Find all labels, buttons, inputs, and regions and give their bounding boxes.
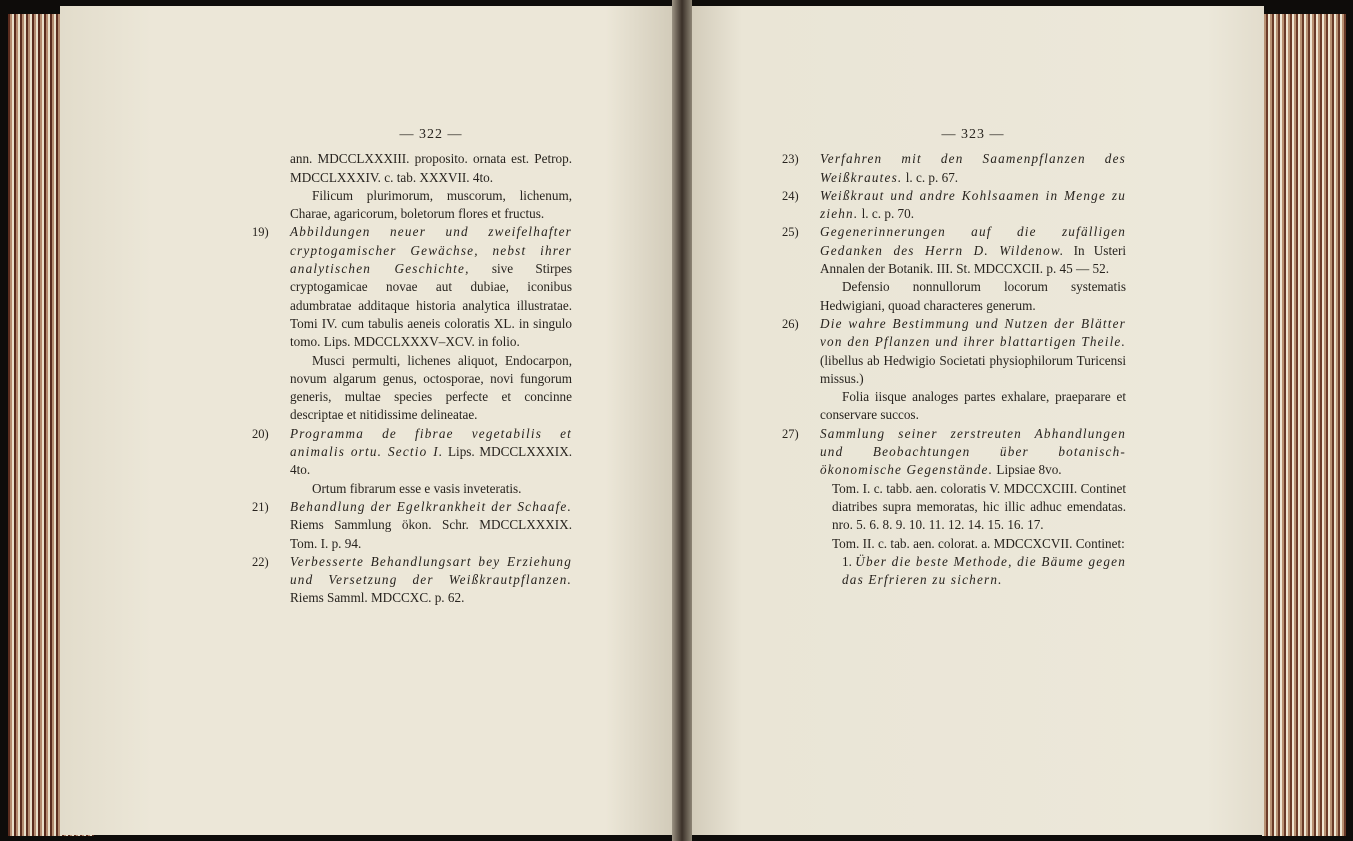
entry-24 [782,187,1126,224]
entry-note: Defensio nonnullorum locorum systematis Hedwigiani, quoad characteres generum. [820,279,1126,313]
right-page-edges [1262,14,1346,836]
entry-number: 22) [252,554,269,569]
entry-title: Verbesserte Behandlungsart bey Erziehung und Versetzung der Weißkrautpflanzen. [290,553,572,588]
entry-number: 24) [782,188,799,203]
entry-title: Weißkraut und andre Kohlsaamen in Menge zu ziehn. [820,187,1126,222]
entry-title: Sammlung seiner zerstreuten Abhandlungen und Beobachtungen über botanisch-ökonomische Gegenstände. [820,425,1126,478]
entry-detail: l. c. p. 70. [861,206,915,222]
entry-26 [782,315,1126,425]
entry-detail: In Usteri Annalen der Botanik. III. St. MDCCXCII. p. 45 — 52. [820,242,1127,277]
entry-title: Programma de fibrae vegetabilis et animalis ortu. Sectio I. [290,425,572,460]
page-number-left: — 322 — [399,127,463,142]
entry-note: Filicum plurimorum, muscorum, lichenum, Charae, agaricorum, boletorum flores et fructus. [290,187,572,222]
volume-2: Tom. II. c. tab. aen. colorat. a. MDCCXCVII. Continet: [832,535,1125,551]
entry-note: Musci permulti, lichenes aliquot, Endocarpon, novum algarum genus, octosporae, novi fungorum generis, multae species perfecte et concinne descriptae et nitidissime delineatae. [290,352,572,423]
volume-1: Tom. I. c. tabb. aen. coloratis V. MDCCXCIII. Continet diatribes supra memoratas, hic illic adhuc emendatas. nro. 5. 6. 8. 9. 10. 11. 12. 14. 15. 16. 17. [832,480,1126,533]
entry-number: 27) [782,426,799,441]
entry-23 [782,150,1126,187]
book-gutter [672,0,692,841]
entry-number: 26) [782,316,799,331]
continued-entry: ann. MDCCLXXXIII. proposito. ornata est. Petrop. MDCCLXXXIV. c. tab. XXXVII. 4to. [290,151,572,185]
entry-27 [782,425,1127,590]
entry-20 [252,425,573,498]
entry-title: Abbildungen neuer und zweifelhafter cryptogamischer Gewächse, nebst ihrer analytischen Geschichte, [290,224,572,277]
entry-title: Gegenerinnerungen auf die zufälligen Gedanken des Herrn D. Wildenow. [820,224,1126,258]
entry-21 [252,498,572,553]
right-page-text [782,126,1127,589]
item-title: Über die beste Methode, die Bäume gegen das Erfrieren zu sichern. [842,553,1127,588]
entry-number: 19) [252,225,269,240]
entry-title: Die wahre Bestimmung und Nutzen der Blätter von den Pflanzen und ihrer blattartigen Theile. [820,315,1126,350]
entry-detail: sive Stirpes cryptogamicae novae aut dubiae, iconibus adumbratae additaque historia analytica illustratae. Tomi IV. cum tabulis aeneis coloratis XL. in singulo tomo. Lips. MDCCLXXXV–XCV. in folio. [290,261,572,350]
entry-22 [252,553,572,608]
entry-number: 21) [252,499,269,514]
entry-detail: Lips. MDCCLXXXIX. 4to. [290,444,573,478]
entry-19 [252,223,572,424]
entry-title: Behandlung der Egelkrankheit der Schaafe. [290,498,572,514]
left-page-text [252,126,573,608]
entry-number: 25) [782,225,799,240]
entry-detail: Riems Sammlung ökon. Schr. MDCCLXXXIX. Tom. I. p. 94. [290,517,572,551]
entry-detail: (libellus ab Hedwigio Societati physiophilorum Turicensi missus.) [820,352,1126,386]
entry-number: 23) [782,152,799,167]
entry-note: Folia iisque analoges partes exhalare, praeparare et conservare succos. [820,389,1126,423]
entry-25 [782,223,1127,314]
entry-detail: Lipsiae 8vo. [996,462,1062,478]
entry-number: 20) [252,426,269,441]
item-number: 1. [842,553,852,569]
entry-title: Verfahren mit den Saamenpflanzen des Weißkrautes. [820,151,1126,185]
entry-note: Ortum fibrarum esse e vasis inveteratis. [312,480,522,496]
page-number-right: — 323 — [941,127,1005,142]
entry-detail: Riems Samml. MDCCXC. p. 62. [290,590,465,606]
entry-detail: l. c. p. 67. [905,169,959,185]
